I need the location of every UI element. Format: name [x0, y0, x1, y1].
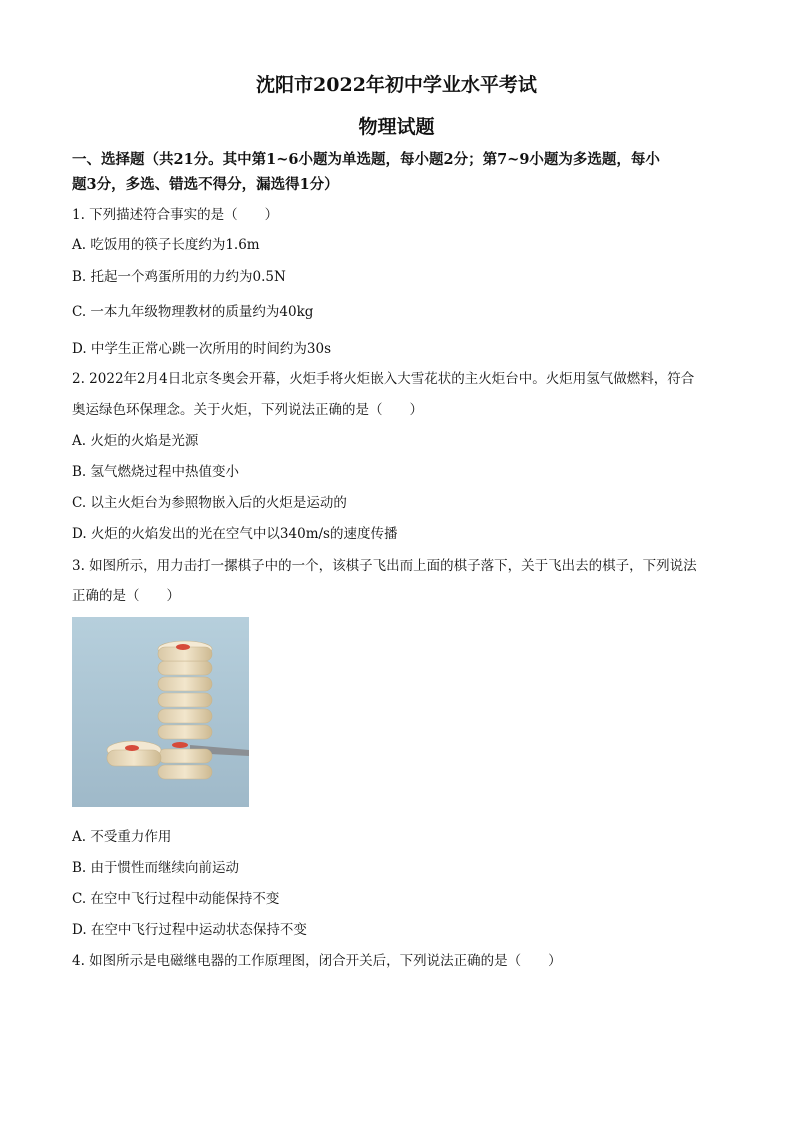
q2-stem-line1: 2. 2022年2月4日北京冬奥会开幕，火炬手将火炬嵌入大雪花状的主火炬台中。火炬用氢气做燃料，符合: [72, 371, 695, 387]
section-heading-line2: 题3分，多选、错选不得分，漏选得1分）: [72, 176, 339, 193]
q2-option-a: A. 火炬的火焰是光源: [72, 433, 199, 449]
q1-stem: 1. 下列描述符合事实的是（ ）: [72, 207, 279, 223]
q2-option-c: C. 以主火炬台为参照物嵌入后的火炬是运动的: [72, 495, 347, 511]
section-heading-line1: 一、选择题（共21分。其中第1~6小题为单选题，每小题2分；第7~9小题为多选题，每小: [72, 151, 660, 168]
q2-stem-line2: 奥运绿色环保理念。关于火炬，下列说法正确的是（ ）: [72, 402, 423, 418]
q3-option-b: B. 由于惯性而继续向前运动: [72, 860, 240, 876]
q1-option-d: D. 中学生正常心跳一次所用的时间约为30s: [72, 341, 332, 357]
q3-option-c: C. 在空中飞行过程中动能保持不变: [72, 891, 280, 907]
q3-stem-line2: 正确的是（ ）: [72, 588, 180, 604]
q3-stem-line1: 3. 如图所示，用力击打一摞棋子中的一个，该棋子飞出而上面的棋子落下，关于飞出去的棋子，下列说法: [72, 558, 697, 574]
exam-title: 沈阳市2022年初中学业水平考试: [256, 74, 537, 96]
q1-option-a: A. 吃饭用的筷子长度约为1.6m: [72, 237, 260, 253]
q1-option-b: B. 托起一个鸡蛋所用的力约为0.5N: [72, 269, 286, 285]
chess-pieces-photo: [72, 617, 249, 807]
q2-option-b: B. 氢气燃烧过程中热值变小: [72, 464, 240, 480]
exam-subtitle: 物理试题: [358, 116, 435, 138]
q1-option-c: C. 一本九年级物理教材的质量约为40kg: [72, 304, 314, 320]
q3-option-d: D. 在空中飞行过程中运动状态保持不变: [72, 922, 307, 938]
q2-option-d: D. 火炬的火焰发出的光在空气中以340m/s的速度传播: [72, 526, 398, 542]
q3-option-a: A. 不受重力作用: [72, 829, 172, 845]
q4-stem: 4. 如图所示是电磁继电器的工作原理图，闭合开关后，下列说法正确的是（ ）: [72, 953, 562, 969]
